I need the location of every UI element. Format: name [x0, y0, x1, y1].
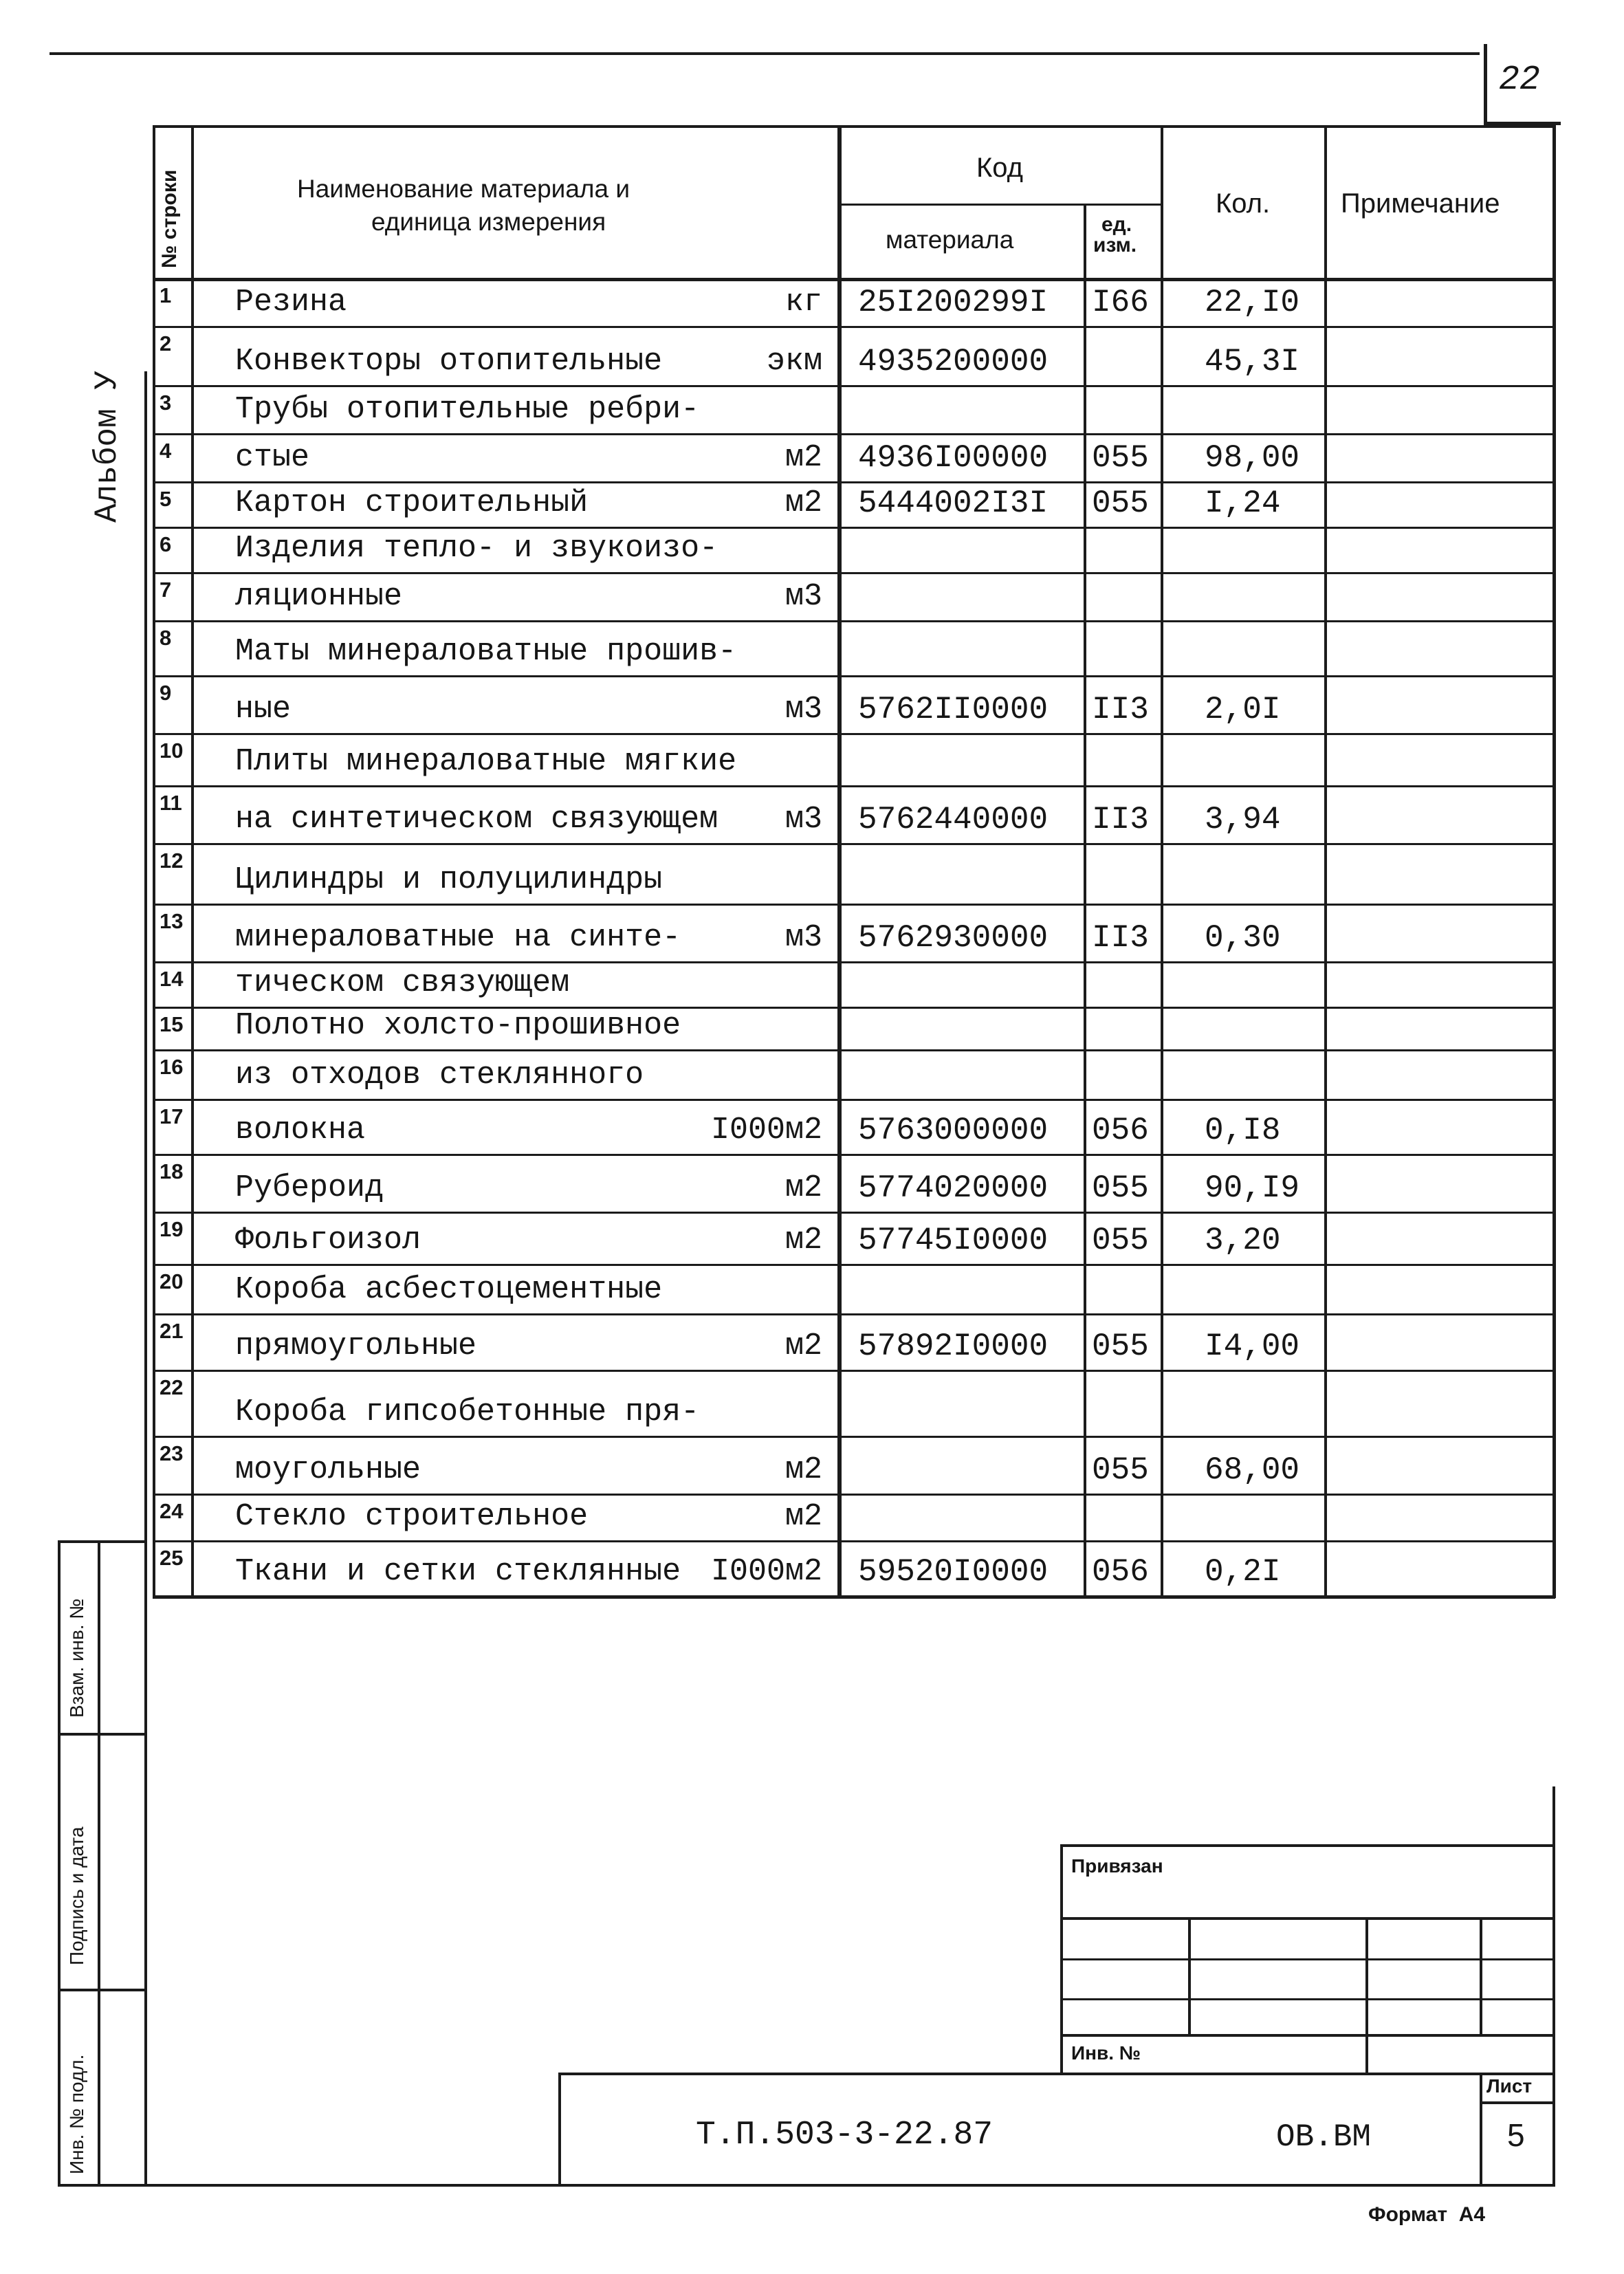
row-name: Маты минераловатные прошив-: [235, 634, 737, 669]
tb-grid-v1: [1188, 1917, 1191, 2037]
row-code: 5774020000: [858, 1170, 1049, 1206]
row-divider: [153, 904, 1555, 906]
row-number: 16: [160, 1055, 184, 1079]
row-uom: 055: [1092, 1170, 1149, 1206]
stamp-border-inner: [98, 1540, 100, 2187]
header-name-line1: Наименование материала и: [297, 175, 630, 203]
row-qty: 68,00: [1205, 1452, 1300, 1488]
header-code-divider: [837, 204, 1161, 206]
row-uom: II3: [1092, 920, 1149, 956]
album-label: Альбом У: [89, 371, 125, 523]
row-divider: [153, 620, 1555, 622]
header-uom-line2: изм.: [1093, 234, 1137, 256]
row-name: Плиты минераловатные мягкие: [235, 744, 737, 779]
row-name: Полотно холсто-прошивное: [235, 1008, 681, 1043]
row-unit: м3: [785, 802, 823, 837]
row-name: Конвекторы отопительные: [235, 344, 663, 379]
row-number: 1: [160, 283, 172, 307]
stamp-divider-1: [58, 1733, 147, 1736]
row-number: 18: [160, 1159, 184, 1183]
row-qty: 45,3I: [1205, 344, 1300, 380]
table-top-border: [153, 125, 1555, 128]
materials-table: [153, 125, 1555, 1786]
row-unit: м3: [785, 692, 823, 727]
tb-list-left: [1480, 2073, 1482, 2187]
table-left-border: [153, 125, 155, 1598]
row-number: 6: [160, 532, 172, 556]
row-unit: м2: [785, 1452, 823, 1487]
row-name: Стекло строительное: [235, 1499, 589, 1534]
tb-bottom: [146, 2184, 1555, 2187]
row-name: Цилиндры и полуцилиндры: [235, 862, 663, 897]
row-uom: 055: [1092, 1329, 1149, 1364]
row-divider: [153, 961, 1555, 963]
row-number: 3: [160, 391, 172, 415]
row-number: 15: [160, 1012, 184, 1036]
row-number: 4: [160, 439, 172, 463]
row-name: Ткани и сетки стеклянные: [235, 1554, 681, 1589]
row-name: на синтетическом связующем: [235, 802, 718, 837]
left-stamp: [58, 1540, 147, 2187]
row-name: Рубероид: [235, 1170, 384, 1205]
row-number: 19: [160, 1217, 184, 1241]
header-qty: Кол.: [1216, 188, 1271, 219]
stamp-border-top: [58, 1540, 147, 1543]
row-qty: 22,I0: [1205, 285, 1300, 320]
row-code: 57745I0000: [858, 1223, 1049, 1258]
row-code: 4935200000: [858, 344, 1049, 380]
row-uom: II3: [1092, 802, 1149, 838]
row-uom: 055: [1092, 440, 1149, 476]
row-number: 24: [160, 1499, 184, 1523]
row-qty: 0,I8: [1205, 1113, 1281, 1148]
row-unit: экм: [767, 344, 823, 379]
row-uom: 055: [1092, 1223, 1149, 1258]
format-label: Формат А4: [1368, 2203, 1486, 2226]
row-number: 23: [160, 1441, 184, 1465]
row-number: 20: [160, 1269, 184, 1293]
row-divider: [153, 1494, 1555, 1496]
row-unit: м2: [785, 485, 823, 521]
table-right-border: [1552, 125, 1556, 1598]
row-unit: м2: [785, 440, 823, 475]
row-name: ляционные: [235, 579, 403, 614]
row-name: Картон строительный: [235, 485, 589, 521]
row-name: моугольные: [235, 1452, 421, 1487]
col-qty-right: [1324, 125, 1327, 1598]
row-number: 22: [160, 1375, 184, 1399]
row-divider: [153, 785, 1555, 787]
row-divider: [153, 1370, 1555, 1372]
row-uom: 056: [1092, 1554, 1149, 1590]
inv-no-label: Инв. №: [1071, 2042, 1141, 2064]
header-note: Примечание: [1341, 188, 1500, 219]
row-divider: [153, 733, 1555, 735]
row-qty: 90,I9: [1205, 1170, 1300, 1206]
row-name: прямоугольные: [235, 1329, 477, 1364]
row-code: 5444002I3I: [858, 485, 1049, 521]
inv-podl-label: Инв. № подл.: [66, 2054, 87, 2174]
row-uom: I66: [1092, 285, 1149, 320]
row-code: 4936I00000: [858, 440, 1049, 476]
row-unit: м2: [785, 1223, 823, 1258]
sheet-code: ОВ.ВМ: [1276, 2119, 1372, 2155]
row-number: 8: [160, 626, 172, 650]
row-divider: [153, 1436, 1555, 1438]
row-divider: [153, 1099, 1555, 1101]
top-rule: [50, 52, 1480, 55]
tb-privyazan-top: [1060, 1844, 1555, 1847]
row-number: 25: [160, 1546, 184, 1570]
row-name: Короба асбестоцементные: [235, 1272, 663, 1307]
row-number: 7: [160, 578, 172, 602]
row-divider: [153, 1313, 1555, 1315]
stamp-divider-2: [58, 1989, 147, 1991]
row-number: 10: [160, 739, 184, 763]
row-code: 57892I0000: [858, 1329, 1049, 1364]
table-bottom-border: [153, 1595, 1555, 1599]
row-code: 5762II0000: [858, 692, 1049, 728]
row-uom: 055: [1092, 485, 1149, 521]
tb-main-left: [558, 2073, 561, 2187]
row-name: Фольгоизол: [235, 1223, 421, 1258]
row-divider: [153, 385, 1555, 387]
row-code: 59520I0000: [858, 1554, 1049, 1590]
tb-main-top: [558, 2073, 1555, 2075]
col-code-right: [1084, 204, 1086, 1598]
row-divider: [153, 1049, 1555, 1051]
row-code: 5763000000: [858, 1113, 1049, 1148]
title-block: [146, 1786, 1555, 2187]
stamp-border-left: [58, 1540, 61, 2187]
row-unit: м2: [785, 1329, 823, 1364]
col-no-right: [191, 125, 194, 1598]
row-unit: I000м2: [711, 1113, 823, 1148]
header-row-no: № строки: [158, 169, 181, 268]
row-qty: I4,00: [1205, 1329, 1300, 1364]
row-name: из отходов стеклянного: [235, 1058, 644, 1093]
row-name: Трубы отопительные ребри-: [235, 392, 700, 427]
row-qty: 2,0I: [1205, 692, 1281, 728]
vzam-inv-label: Взам. инв. №: [66, 1598, 87, 1718]
header-name-line2: единица измерения: [371, 208, 606, 236]
row-name: минераловатные на синте-: [235, 920, 681, 955]
list-label: Лист: [1486, 2075, 1533, 2097]
row-number: 2: [160, 331, 172, 356]
row-name: ные: [235, 692, 292, 727]
row-divider: [153, 1540, 1555, 1542]
row-divider: [153, 527, 1555, 529]
podpis-data-label: Подпись и дата: [66, 1826, 87, 1965]
row-number: 21: [160, 1319, 184, 1343]
row-number: 14: [160, 967, 184, 991]
row-name: Изделия тепло- и звукоизо-: [235, 531, 718, 566]
row-divider: [153, 843, 1555, 845]
row-unit: м2: [785, 1170, 823, 1205]
row-divider: [153, 1154, 1555, 1156]
row-uom: 056: [1092, 1113, 1149, 1148]
col-uom-right: [1161, 125, 1163, 1598]
tb-list-divider: [1480, 2101, 1555, 2104]
row-name: Короба гипсобетонные пря-: [235, 1395, 700, 1430]
row-number: 13: [160, 909, 184, 933]
list-number: 5: [1507, 2117, 1525, 2153]
row-divider: [153, 1264, 1555, 1266]
doc-code: Т.П.503-3-22.87: [696, 2117, 994, 2154]
row-uom: 055: [1092, 1452, 1149, 1488]
tb-grid-v3: [1480, 1917, 1482, 2037]
row-code: 5762440000: [858, 802, 1049, 838]
table-header-bottom: [153, 278, 1555, 281]
row-number: 12: [160, 849, 184, 873]
row-unit: I000м2: [711, 1554, 823, 1589]
row-qty: 0,2I: [1205, 1554, 1281, 1590]
row-qty: 0,30: [1205, 920, 1281, 956]
tb-grid-v2: [1365, 1917, 1368, 2073]
col-name-right: [837, 125, 842, 1598]
row-code: 5762930000: [858, 920, 1049, 956]
row-unit: м2: [785, 1499, 823, 1534]
row-divider: [153, 1212, 1555, 1214]
row-unit: м3: [785, 920, 823, 955]
row-number: 5: [160, 487, 172, 511]
row-qty: 3,94: [1205, 802, 1281, 838]
row-number: 17: [160, 1104, 184, 1128]
row-divider: [153, 481, 1555, 483]
row-divider: [153, 572, 1555, 574]
row-number: 11: [160, 791, 182, 815]
row-uom: II3: [1092, 692, 1149, 728]
row-name: Резина: [235, 285, 347, 320]
row-divider: [153, 326, 1555, 328]
privyazan-label: Привязан: [1071, 1855, 1163, 1877]
header-code: Код: [976, 153, 1024, 183]
row-qty: 98,00: [1205, 440, 1300, 476]
stamp-border-bottom: [58, 2184, 147, 2187]
row-divider: [153, 675, 1555, 677]
row-qty: 3,20: [1205, 1223, 1281, 1258]
header-material: материала: [886, 226, 1014, 254]
row-unit: кг: [785, 285, 823, 320]
row-divider: [153, 433, 1555, 435]
row-name: стые: [235, 440, 310, 475]
row-name: тическом связующем: [235, 965, 570, 1001]
row-qty: I,24: [1205, 485, 1281, 521]
header-uom-line1: ед.: [1101, 213, 1132, 236]
row-code: 25I200299I: [858, 285, 1049, 320]
page-number: 22: [1499, 61, 1541, 100]
row-name: волокна: [235, 1113, 366, 1148]
row-number: 9: [160, 681, 172, 705]
row-unit: м3: [785, 579, 823, 614]
